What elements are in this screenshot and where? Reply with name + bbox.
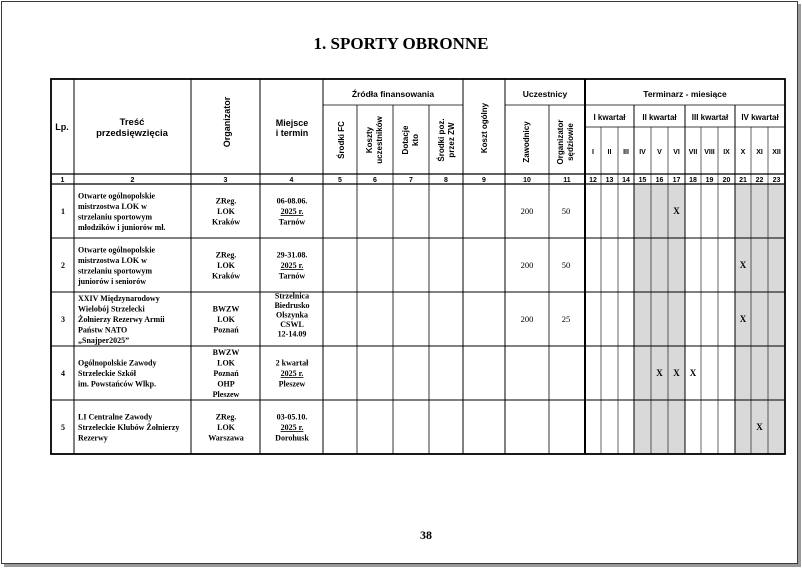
row-organizator: Pleszew bbox=[212, 390, 240, 399]
row-organizator: LOK bbox=[217, 423, 235, 432]
column-number: 17 bbox=[672, 177, 681, 184]
row-organizator: Warszawa bbox=[208, 433, 244, 443]
row-zawodnicy: 200 bbox=[520, 206, 534, 216]
row-tresc: Ogólnopolskie Zawody bbox=[78, 358, 157, 368]
row-organizator: OHP bbox=[217, 379, 235, 389]
header-terminarz: Terminarz - miesiące bbox=[643, 89, 727, 99]
header-organizator-sedziowie: Organizator bbox=[556, 119, 565, 165]
row-lp: 3 bbox=[61, 315, 65, 324]
row-tresc: Otwarte ogólnopolskie bbox=[78, 245, 156, 255]
header-miesiac: I bbox=[592, 149, 594, 156]
month-mark: X bbox=[739, 260, 747, 270]
row-lp: 5 bbox=[61, 423, 65, 432]
column-number: 22 bbox=[755, 177, 764, 184]
row-organizator: Kraków bbox=[212, 217, 240, 227]
row-tresc: Otwarte ogólnopolskie bbox=[78, 191, 156, 201]
header-dotacje: Dotacje bbox=[401, 125, 410, 155]
row-miejsce: 2025 r. bbox=[280, 369, 304, 378]
column-number: 23 bbox=[772, 177, 781, 184]
row-tresc: Żołnierzy Rezerwy Armii bbox=[78, 315, 165, 324]
header-miesiac: IV bbox=[639, 149, 646, 156]
column-number: 12 bbox=[589, 177, 597, 184]
row-organizator: BWZW bbox=[212, 348, 240, 357]
header-miesiac: X bbox=[740, 149, 746, 156]
row-sedziowie: 50 bbox=[561, 206, 571, 216]
month-mark: X bbox=[673, 206, 680, 216]
row-organizator: ZReg. bbox=[215, 250, 237, 260]
month-mark: X bbox=[673, 368, 680, 378]
row-tresc: XXIV Międzynarodowy bbox=[78, 294, 160, 303]
header-kwartal: I kwartał bbox=[593, 113, 626, 122]
row-organizator: LOK bbox=[217, 207, 235, 216]
row-organizator: Poznań bbox=[213, 325, 239, 335]
column-number: 18 bbox=[689, 177, 697, 184]
row-miejsce: 2025 r. bbox=[280, 423, 304, 432]
header-kwartal: II kwartał bbox=[642, 113, 677, 122]
header-tresc: przedsięwzięcia bbox=[96, 128, 168, 139]
row-tresc: Wielobój Strzelecki bbox=[78, 304, 145, 314]
header-srodki-poz: przez ZW bbox=[447, 122, 456, 158]
row-miejsce: Tarnów bbox=[278, 271, 306, 281]
row-miejsce: Dorohusk bbox=[275, 433, 309, 443]
row-tresc: juniorów i seniorów bbox=[78, 276, 146, 286]
header-tresc: Treść bbox=[119, 117, 145, 128]
header-organizator-sedziowie: sędziowie bbox=[566, 123, 575, 161]
column-number: 2 bbox=[130, 177, 135, 184]
row-tresc: mistrzostwa LOK w bbox=[78, 255, 147, 265]
row-sedziowie: 25 bbox=[561, 314, 571, 324]
row-miejsce: 06-08.06. bbox=[276, 196, 308, 206]
header-miesiac: IX bbox=[723, 149, 730, 156]
column-number: 1 bbox=[60, 177, 65, 184]
row-tresc: strzelaniu sportowym bbox=[78, 212, 152, 222]
row-miejsce: 2025 r. bbox=[280, 261, 304, 270]
row-miejsce: 03-05.10. bbox=[276, 412, 308, 422]
header-koszt-ogolny: Koszt ogólny bbox=[480, 102, 489, 154]
header-koszty: Koszty bbox=[365, 126, 374, 154]
row-miejsce: CSWL bbox=[280, 319, 304, 329]
shade-quarter-ii bbox=[634, 184, 685, 454]
header-miesiac: III bbox=[623, 149, 629, 156]
header-miesiac: XII bbox=[772, 149, 781, 156]
header-kwartal: IV kwartał bbox=[741, 113, 779, 122]
month-mark: X bbox=[689, 368, 697, 378]
row-tresc: Państw NATO bbox=[78, 325, 128, 335]
header-zawodnicy: Zawodnicy bbox=[522, 121, 531, 163]
column-number: 6 bbox=[373, 177, 377, 184]
header-zrodla: Źródła finansowania bbox=[351, 89, 435, 99]
header-srodki-fc: Środki FC bbox=[337, 121, 346, 159]
row-lp: 2 bbox=[61, 261, 65, 270]
header-organizator: Organizator bbox=[222, 96, 232, 148]
row-lp: 1 bbox=[61, 207, 65, 216]
row-organizator: BWZW bbox=[212, 304, 240, 314]
row-miejsce: Olszynka bbox=[275, 310, 309, 320]
column-number: 16 bbox=[655, 177, 664, 184]
row-miejsce: Pleszew bbox=[278, 379, 306, 389]
column-number: 4 bbox=[289, 177, 294, 184]
page-number: 38 bbox=[420, 528, 432, 542]
row-organizator: ZReg. bbox=[215, 412, 237, 422]
row-tresc: im. Powstańców Wlkp. bbox=[78, 379, 157, 389]
row-tresc: Rezerwy bbox=[78, 433, 108, 443]
column-number: 21 bbox=[739, 177, 747, 184]
column-number: 15 bbox=[638, 177, 647, 184]
row-organizator: Kraków bbox=[212, 271, 240, 281]
header-miejsce: i termin bbox=[275, 128, 309, 138]
row-miejsce: 2025 r. bbox=[280, 207, 304, 216]
column-number: 7 bbox=[409, 177, 413, 184]
row-miejsce: Biedrusko bbox=[274, 300, 310, 310]
column-number: 19 bbox=[705, 177, 714, 184]
header-srodki-poz: Środki poz. bbox=[437, 118, 446, 162]
column-number: 8 bbox=[444, 177, 448, 184]
column-number: 13 bbox=[605, 177, 614, 184]
row-miejsce: Tarnów bbox=[278, 217, 306, 227]
header-lp: Lp. bbox=[55, 122, 69, 132]
column-number: 20 bbox=[722, 177, 731, 184]
header-miesiac: VIII bbox=[704, 149, 715, 156]
header-miesiac: VII bbox=[688, 149, 698, 156]
row-sedziowie: 50 bbox=[561, 260, 571, 270]
row-miejsce: 12-14.09 bbox=[277, 329, 307, 339]
row-tresc: mistrzostwa LOK w bbox=[78, 201, 147, 211]
header-kwartal: III kwartał bbox=[691, 113, 729, 122]
header-miesiac: V bbox=[657, 149, 662, 156]
month-mark: X bbox=[756, 422, 763, 432]
row-organizator: LOK bbox=[217, 358, 235, 368]
row-miejsce: 2 kwartał bbox=[275, 358, 309, 368]
header-miesiac: II bbox=[607, 149, 612, 156]
row-lp: 4 bbox=[61, 369, 65, 378]
page-title: 1. SPORTY OBRONNE bbox=[313, 34, 489, 53]
column-number: 14 bbox=[622, 177, 630, 184]
month-mark: X bbox=[656, 368, 663, 378]
row-organizator: LOK bbox=[217, 261, 235, 270]
column-number: 10 bbox=[523, 177, 531, 184]
row-miejsce: Strzelnica bbox=[274, 291, 310, 301]
row-tresc: Strzeleckie Klubów Żołnierzy bbox=[78, 423, 180, 432]
row-organizator: LOK bbox=[217, 315, 235, 324]
header-dotacje: kto bbox=[411, 134, 420, 146]
row-zawodnicy: 200 bbox=[520, 260, 534, 270]
column-number: 9 bbox=[482, 177, 486, 184]
row-tresc: strzelaniu sportowym bbox=[78, 266, 152, 276]
row-tresc: „Snajper2025” bbox=[78, 336, 130, 345]
row-tresc: LI Centralne Zawody bbox=[78, 412, 153, 422]
column-number: 5 bbox=[338, 177, 342, 184]
row-organizator: ZReg. bbox=[215, 196, 237, 206]
month-mark: X bbox=[739, 314, 747, 324]
header-koszty: uczestników bbox=[375, 116, 384, 164]
row-tresc: młodzików i juniorów mł. bbox=[78, 222, 166, 232]
header-miesiac: XI bbox=[756, 149, 763, 156]
row-organizator: Poznań bbox=[213, 369, 239, 378]
column-number: 11 bbox=[563, 177, 571, 184]
column-number: 3 bbox=[223, 177, 228, 184]
row-miejsce: 29-31.08. bbox=[276, 250, 308, 260]
row-tresc: Strzeleckie Szkół bbox=[78, 369, 136, 378]
row-zawodnicy: 200 bbox=[520, 314, 534, 324]
header-miesiac: VI bbox=[673, 149, 680, 156]
header-uczestnicy: Uczestnicy bbox=[522, 89, 568, 99]
header-miejsce: Miejsce bbox=[275, 118, 309, 128]
